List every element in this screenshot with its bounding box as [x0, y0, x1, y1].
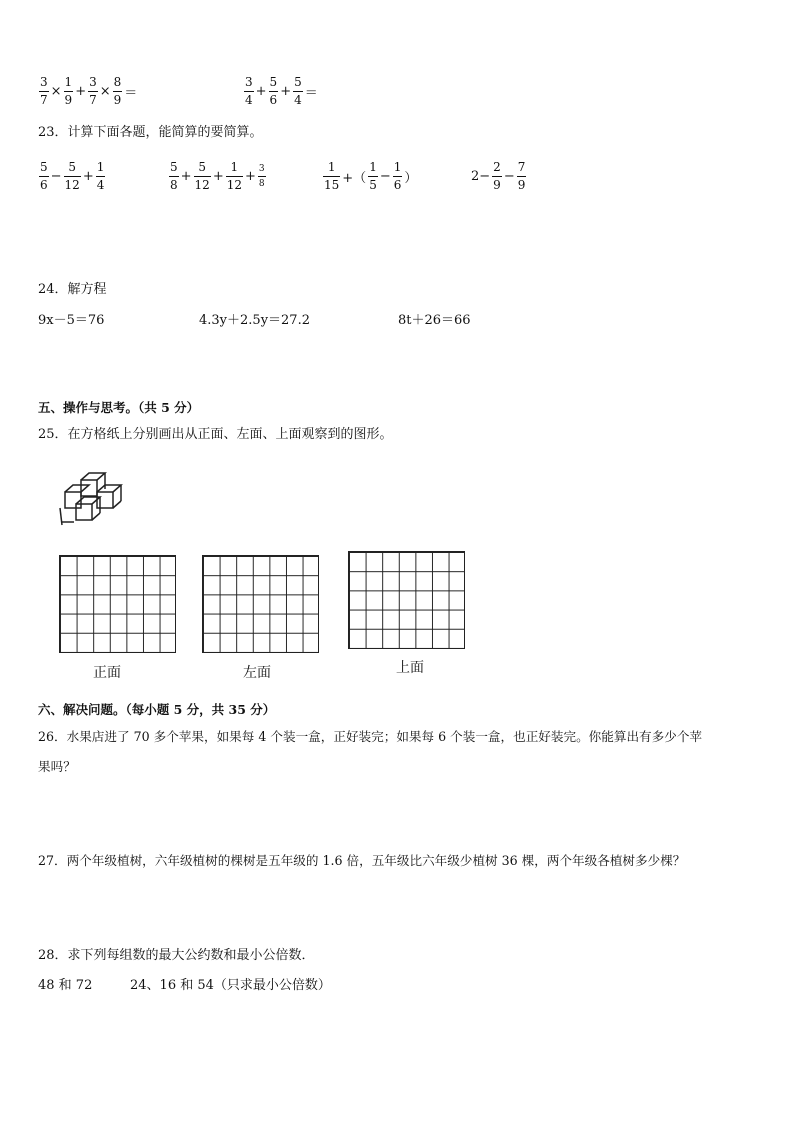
grid-left-view[interactable] [202, 555, 319, 653]
equation-2: 4.3y＋2.5y＝27.2 [199, 313, 310, 328]
cube-figure [54, 470, 144, 530]
question-23-expr-4: 2− 2 9 − 7 9 [471, 160, 526, 192]
fraction: 8 9 [113, 75, 122, 107]
expression-top-1: 3 7 × 1 9 + 3 7 × 8 9 ＝ [40, 75, 138, 107]
question-23-expr-3: 1 15 +（ 1 5 − 1 6 ） [324, 160, 418, 192]
equation-1: 9x－5＝76 [38, 313, 105, 328]
question-26-line-1: 26．水果店进了 70 多个苹果，如果每 4 个装一盒，正好装完；如果每 6 个装一盒，也正好装完。你能算出有多少个苹 [38, 729, 703, 744]
equation-3: 8t＋26＝66 [398, 313, 471, 328]
fraction: 3 7 [40, 75, 48, 107]
expression-top-2: 3 4 + 5 6 + 5 4 ＝ [245, 75, 318, 107]
fraction: 5 4 [294, 75, 302, 107]
section-5-title: 五、操作与思考。（共 5 分） [38, 400, 200, 415]
question-25-text: 25．在方格纸上分别画出从正面、左面、上面观察到的图形。 [38, 427, 393, 442]
question-28-text: 28．求下列每组数的最大公约数和最小公倍数． [38, 948, 315, 963]
section-6-title: 六、解决问题。（每小题 5 分，共 35 分） [38, 702, 276, 717]
label-top: 上面 [396, 660, 424, 676]
label-front: 正面 [93, 665, 121, 681]
question-23-expr-1: 5 6 − 5 12 + 1 4 [40, 160, 105, 192]
grid-front-view[interactable] [59, 555, 176, 653]
question-27-text: 27．两个年级植树，六年级植树的棵树是五年级的 1.6 倍，五年级比六年级少植树 36 棵，两个年级各植树多少棵？ [38, 853, 686, 868]
fraction: 5 6 [269, 75, 278, 107]
question-26-line-2: 果吗？ [38, 759, 76, 774]
question-23-text: 23．计算下面各题，能简算的要简算。 [38, 125, 263, 140]
grid-top-view[interactable] [348, 551, 465, 649]
question-24-text: 24．解方程 [38, 282, 107, 297]
fraction: 3 7 [89, 75, 97, 107]
question-23-expr-2: 5 8 + 5 12 + 1 12 + 3 8 [170, 160, 265, 192]
question-28-item-2: 24、16 和 54（只求最小公倍数） [130, 978, 331, 993]
fraction: 1 9 [64, 75, 73, 107]
question-28-item-1: 48 和 72 [38, 978, 93, 993]
fraction: 3 4 [245, 75, 253, 107]
label-left: 左面 [243, 665, 271, 681]
